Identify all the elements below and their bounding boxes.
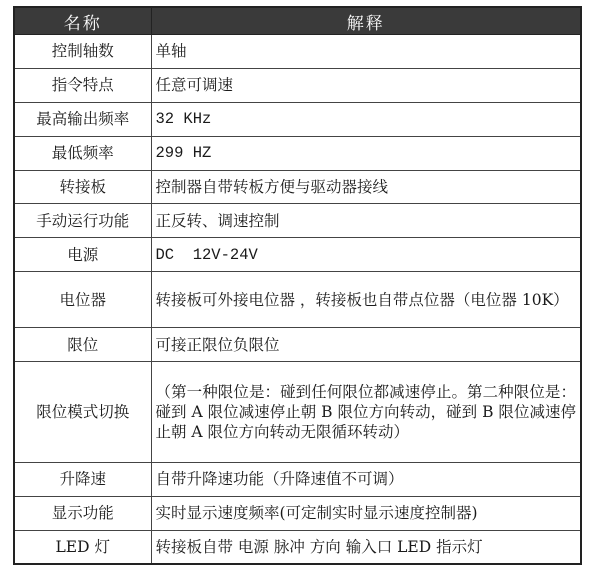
- row-name: 显示功能: [14, 496, 151, 530]
- row-name: 手动运行功能: [14, 204, 151, 238]
- table-row: [14, 102, 581, 136]
- row-description: 可接正限位负限位: [151, 328, 581, 362]
- table-row: [14, 462, 581, 496]
- row-description: 控制器自带转板方便与驱动器接线: [151, 170, 581, 204]
- table-row: [14, 496, 581, 530]
- row-description: 转接板可外接电位器 ，转接板也自带点位器（电位器 10K）: [151, 272, 581, 328]
- table-row: [14, 68, 581, 102]
- row-description: 转接板自带 电源 脉冲 方向 输入口 LED 指示灯: [151, 530, 581, 564]
- row-name: 电源: [14, 238, 151, 272]
- row-name: 最低频率: [14, 136, 151, 170]
- table-row: [14, 35, 581, 69]
- row-name: 电位器: [14, 272, 151, 328]
- row-description: 任意可调速: [151, 68, 581, 102]
- row-name: 转接板: [14, 170, 151, 204]
- row-description: （第一种限位是：碰到任何限位都减速停止。第二种限位是：碰到 A 限位减速停止朝 B 限位方向转动，碰到 B 限位减速停止朝 A 限位方向转动无限循环转动）: [151, 362, 581, 463]
- row-description: 自带升降速功能（升降速值不可调）: [151, 462, 581, 496]
- row-name: 限位: [14, 328, 151, 362]
- row-name: 控制轴数: [14, 35, 151, 69]
- table-row: [14, 530, 581, 564]
- header-description: 解释: [151, 7, 581, 35]
- row-name: 指令特点: [14, 68, 151, 102]
- spec-sheet: [13, 6, 580, 565]
- table-row: [14, 136, 581, 170]
- row-description: 32 KHz: [151, 102, 581, 136]
- header-name: 名称: [14, 7, 151, 35]
- table-row: [14, 328, 581, 362]
- row-name: LED 灯: [14, 530, 151, 564]
- row-name: 限位模式切换: [14, 362, 151, 463]
- row-description: 正反转、调速控制: [151, 204, 581, 238]
- row-description: 单轴: [151, 35, 581, 69]
- table-row: [14, 238, 581, 272]
- table-row: [14, 362, 581, 463]
- table-row: [14, 272, 581, 328]
- row-description: DC 12V-24V: [151, 238, 581, 272]
- row-description: 实时显示速度频率(可定制实时显示速度控制器): [151, 496, 581, 530]
- row-name: 最高输出频率: [14, 102, 151, 136]
- row-description: 299 HZ: [151, 136, 581, 170]
- table-row: [14, 170, 581, 204]
- row-name: 升降速: [14, 462, 151, 496]
- spec-table: [13, 6, 582, 565]
- table-row: [14, 204, 581, 238]
- table-header-row: [14, 7, 581, 35]
